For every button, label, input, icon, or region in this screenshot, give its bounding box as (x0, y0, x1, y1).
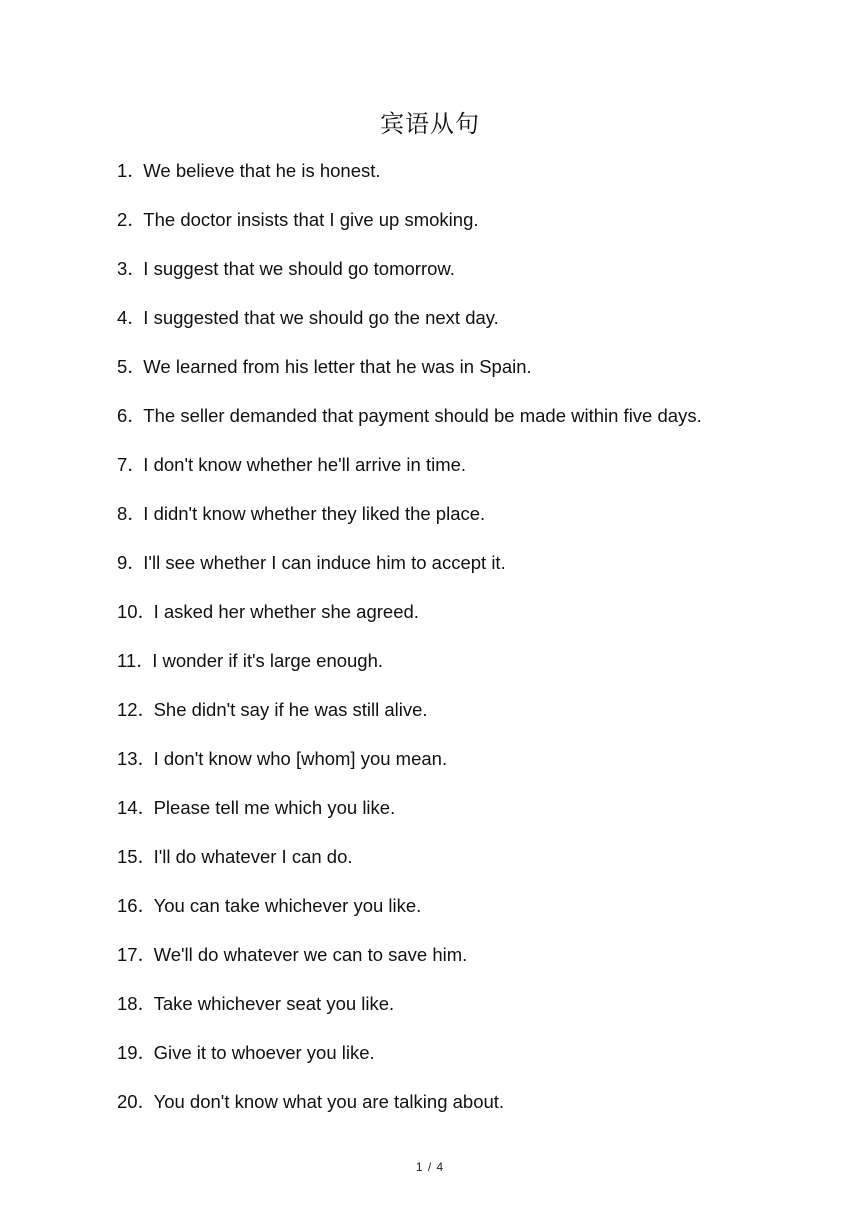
item-separator: ． (127, 307, 146, 328)
item-number: 15 (117, 846, 138, 867)
item-number: 13 (117, 748, 138, 769)
item-text: I don't know whether he'll arrive in time. (143, 454, 467, 475)
list-item (117, 303, 817, 352)
item-separator: ． (137, 1091, 157, 1112)
item-text: Take whichever seat you like. (153, 993, 395, 1014)
item-separator: ． (127, 503, 146, 524)
item-number: 9 (117, 552, 128, 573)
item-separator: ． (127, 405, 146, 426)
list-item (117, 1038, 817, 1087)
item-text: We learned from his letter that he was in Spain. (143, 356, 532, 377)
list-item (117, 989, 817, 1038)
list-item (117, 401, 817, 450)
item-number: 3 (117, 258, 128, 279)
list-item (117, 793, 817, 842)
list-item (117, 744, 817, 793)
item-separator: ． (137, 993, 157, 1014)
item-text: I'll do whatever I can do. (153, 846, 353, 867)
item-number: 8 (117, 503, 128, 524)
list-item (117, 499, 817, 548)
list-item (117, 205, 817, 254)
item-text: I suggested that we should go the next day. (143, 307, 499, 328)
list-item (117, 842, 817, 891)
item-text: She didn't say if he was still alive. (153, 699, 428, 720)
item-number: 16 (117, 895, 138, 916)
item-separator: ． (127, 209, 146, 230)
item-number: 18 (117, 993, 138, 1014)
item-text: We'll do whatever we can to save him. (153, 944, 468, 965)
item-text: I didn't know whether they liked the place. (143, 503, 486, 524)
item-separator: ． (137, 1042, 157, 1063)
item-separator: ． (137, 699, 157, 720)
item-separator: ． (136, 650, 155, 671)
item-separator: ． (127, 552, 146, 573)
item-number: 14 (117, 797, 138, 818)
list-item (117, 695, 817, 744)
item-separator: ． (137, 895, 157, 916)
list-item (117, 352, 817, 401)
item-number: 19 (117, 1042, 138, 1063)
item-separator: ． (127, 258, 146, 279)
item-text: You can take whichever you like. (153, 895, 422, 916)
item-separator: ． (137, 944, 157, 965)
list-item (117, 450, 817, 499)
item-separator: ． (137, 748, 157, 769)
item-number: 1 (117, 160, 128, 181)
item-text: The doctor insists that I give up smoking. (143, 209, 479, 230)
item-text: I suggest that we should go tomorrow. (143, 258, 455, 279)
item-separator: ． (127, 160, 146, 181)
item-text: I'll see whether I can induce him to accept it. (143, 552, 506, 573)
item-number: 4 (117, 307, 128, 328)
item-text: I wonder if it's large enough. (152, 650, 384, 671)
page-title: 宾语从句 (380, 110, 480, 138)
list-item (117, 940, 817, 989)
item-number: 12 (117, 699, 138, 720)
list-item (117, 597, 817, 646)
item-number: 17 (117, 944, 138, 965)
item-number: 5 (117, 356, 128, 377)
item-text: I don't know who [whom] you mean. (153, 748, 448, 769)
item-text: I asked her whether she agreed. (153, 601, 419, 622)
item-text: Give it to whoever you like. (153, 1042, 375, 1063)
item-separator: ． (137, 601, 157, 622)
item-separator: ． (127, 454, 146, 475)
item-separator: ． (127, 356, 146, 377)
item-number: 2 (117, 209, 128, 230)
item-number: 11 (117, 650, 137, 671)
item-number: 20 (117, 1091, 138, 1112)
item-text: The seller demanded that payment should be made within five days. (143, 405, 702, 426)
item-number: 7 (117, 454, 128, 475)
sentence-list (117, 156, 817, 1136)
item-separator: ． (137, 797, 157, 818)
item-text: Please tell me which you like. (153, 797, 396, 818)
list-item (117, 891, 817, 940)
item-number: 6 (117, 405, 128, 426)
list-item (117, 646, 817, 695)
item-separator: ． (137, 846, 157, 867)
item-text: We believe that he is honest. (143, 160, 381, 181)
list-item (117, 254, 817, 303)
item-number: 10 (117, 601, 138, 622)
page-number: 1 / 4 (415, 1160, 445, 1174)
list-item (117, 1087, 817, 1136)
item-text: You don't know what you are talking about. (153, 1091, 505, 1112)
list-item (117, 548, 817, 597)
list-item (117, 156, 817, 205)
